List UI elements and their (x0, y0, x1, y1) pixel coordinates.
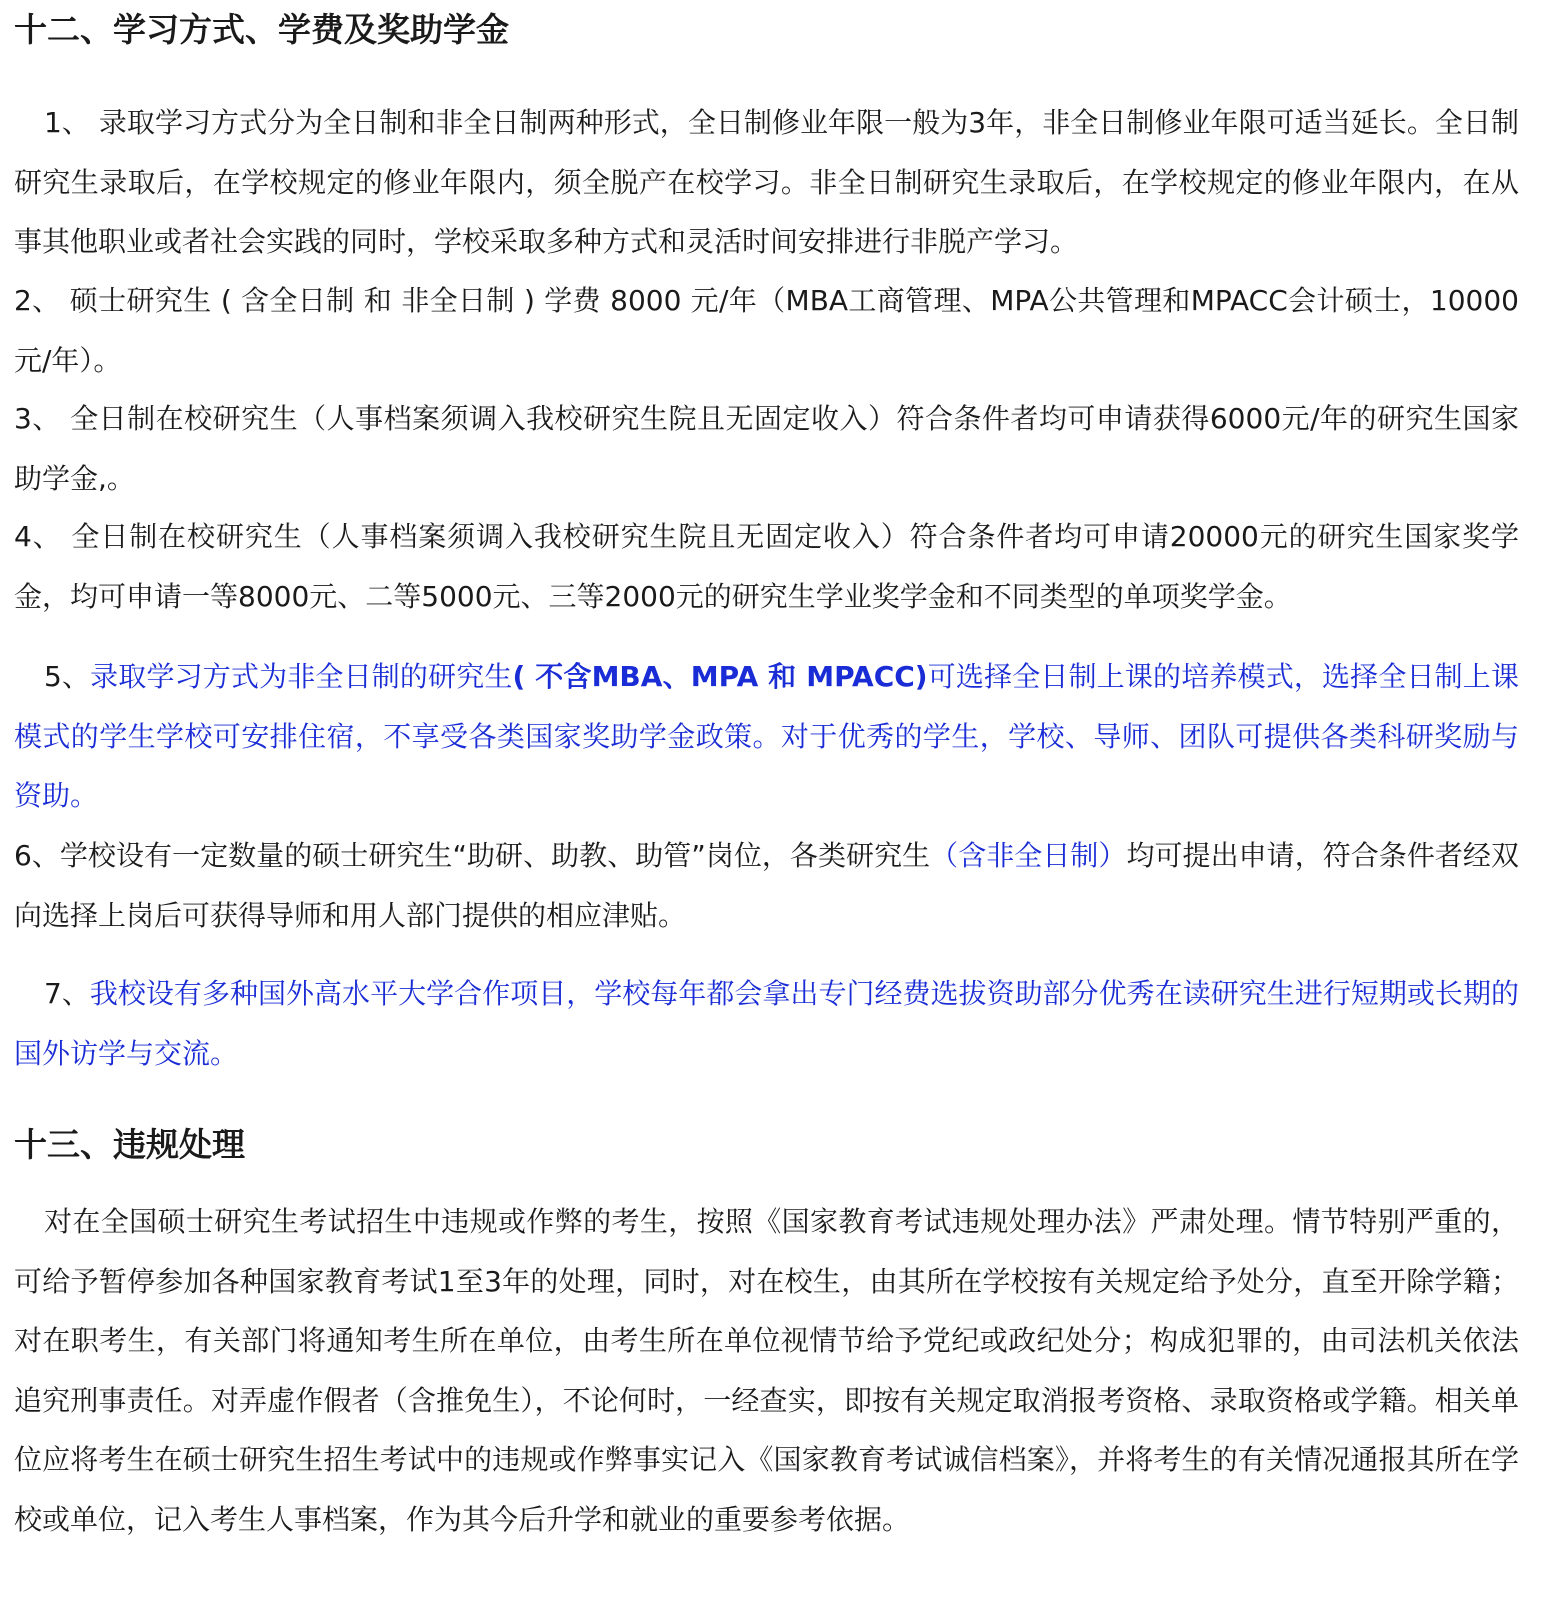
item-5-exclusion-note: ( 不含MBA、MPA 和 MPACC) (512, 660, 928, 693)
violation-paragraph (14, 1192, 1519, 1549)
item-6-text: 6、学校设有一定数量的硕士研究生“助研、助教、助管”岗位，各类研究生 (14, 839, 931, 872)
violation-text: 1至3年的处理，同时，对在校生，由其所在学校按有关规定给予处分，直至开除学籍；对在职考生，有关部门将通知考生所在单位，由考生所在单位视情节给予党纪或政纪处分；构成犯罪的，由司法机关依法追究刑事责任。对弄虚作假者（含推免生），不论何时，一经查实，即按有关规定取消报考资格、录取资格或学籍。相关单位应将考生在硕士研究生招生考试中的违规或作弊事实记入《国家教育考试诚信档案》，并将考生的有关情况通报其所在学校或单位，记入考生人事档案，作为其今后升学和就业的重要参考依据。 (14, 1264, 1519, 1536)
item-3-text: 3、 全日制在校研究生（人事档案须调入我校研究生院且无固定收入）符合条件者均可申请获得6000元/年的研究生国家助学金,。 (14, 402, 1519, 495)
item-5-highlight-text: 录取学习方式为非全日制的研究生 (90, 660, 513, 693)
item-1-paragraph: 1、 录取学习方式分为全日制和非全日制两种形式，全日制修业年限一般为3年，非全日制修业年限可适当延长。全日制研究生录取后，在学校规定的修业年限内，须全脱产在校学习。非全日制研究生录取后，在学校规定的修业年限内，在从事其他职业或者社会实践的同时，学校采取多种方式和灵活时间安排进行非脱产学习。 (14, 106, 1519, 258)
section-13-heading: 十三、违规处理 (14, 1125, 245, 1164)
violation-text-serif: 对在全国硕士研究生考试招生中违规或作弊的考生，按照《国家教育考试违规处理办法》严肃处理。情节特别严重的，可给予暂停参加各种国家教育考试 (14, 1205, 1519, 1298)
item-5-highlight-text-2: 可选择全日制上课的培养模式，选择全日制上课模式的学生学校可安排住宿，不享受各类国家奖助学金政策。对于优秀的学生，学校、导师、团队可提供各类科研奖励与资助。 (14, 660, 1519, 812)
item-5-paragraph (14, 647, 1519, 826)
item-4-text: 4、 全日制在校研究生（人事档案须调入我校研究生院且无固定收入）符合条件者均可申请20000元的研究生国家奖学金，均可申请一等8000元、二等5000元、三等2000元的研究生学业奖学金和不同类型的单项奖学金。 (14, 520, 1519, 613)
item-2-paragraph (14, 271, 1519, 390)
item-7-prefix: 7、 (44, 977, 90, 1010)
item-6-text-2: 均可提出申请，符合条件者经双向选择上岗后可获得导师和用人部门提供的相应津贴。 (14, 839, 1519, 932)
item-6-paragraph (14, 826, 1519, 945)
item-4-paragraph (14, 507, 1519, 626)
section-12-heading: 十二、学习方式、学费及奖助学金 (14, 10, 509, 49)
item-2-text: 2、 硕士研究生 ( 含全日制 和 非全日制 ) 学费 8000 元/年（MBA工商管理、MPA公共管理和MPACC会计硕士，10000元/年）。 (14, 284, 1519, 377)
item-6-highlight-note: （含非全日制） (930, 839, 1127, 872)
item-5-prefix: 5、 (44, 660, 91, 693)
item-7-highlight-text: 我校设有多种国外高水平大学合作项目，学校每年都会拿出专门经费选拔资助部分优秀在读研究生进行短期或长期的国外访学与交流。 (14, 977, 1519, 1070)
item-3-paragraph (14, 389, 1519, 508)
item-7-paragraph (14, 964, 1519, 1083)
